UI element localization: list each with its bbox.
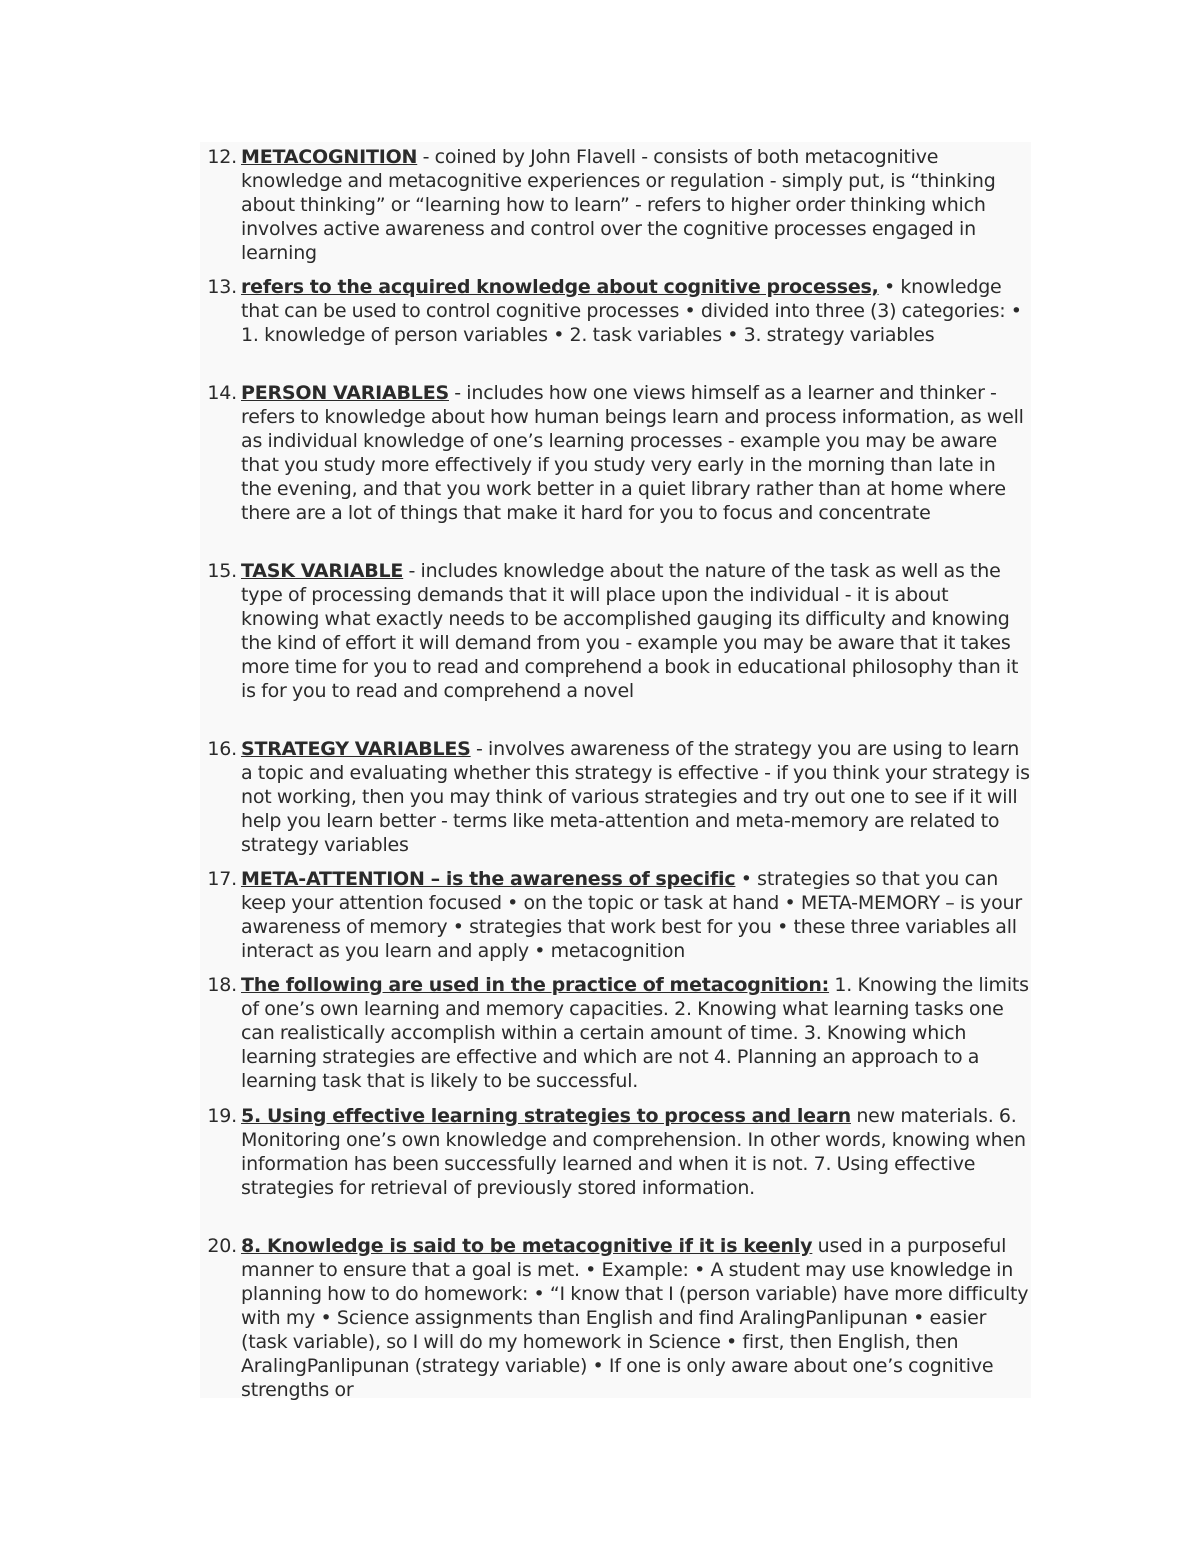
item-body: used in a purposeful manner to ensure that a goal is met. • Example: • A student may use knowledge in planning how to do homework: • “I know that I (person variable) have more difficulty with my • Science assignments than English and find AralingPanlipunan • easier (task variable), so I will do my homework in Science • first, then English, then AralingPanlipunan (strategy variable) • If one is only aware about one’s cognitive strengths or	[241, 1235, 1029, 1401]
list-item-16	[200, 737, 1031, 857]
item-number: 18.	[207, 974, 237, 996]
item-term: The following are used in the practice of metacognition:	[241, 974, 830, 996]
item-term: refers to the acquired knowledge about cognitive processes,	[241, 276, 879, 298]
item-text	[241, 867, 1031, 963]
item-body: new materials. 6. Monitoring one’s own knowledge and comprehension. In other words, knowing when information has been successfully learned and when it is not. 7. Using effective strategies for retrieval of previously stored information.	[241, 1105, 1026, 1199]
item-number: 17.	[207, 868, 237, 890]
item-text	[241, 737, 1031, 857]
list-item-13	[200, 275, 1031, 347]
item-number: 16.	[207, 738, 237, 760]
list-item-14	[200, 381, 1031, 525]
item-term: STRATEGY VARIABLES	[241, 738, 471, 760]
list-item-17	[200, 867, 1031, 963]
item-text	[241, 1104, 1031, 1200]
item-text	[241, 381, 1031, 525]
item-term: 5. Using effective learning strategies to process and learn	[241, 1105, 851, 1127]
document-page	[200, 142, 1031, 1401]
item-number: 13.	[207, 276, 237, 298]
item-text	[241, 559, 1031, 703]
item-text	[241, 973, 1031, 1093]
item-number: 20.	[207, 1235, 237, 1257]
item-body: • strategies so that you can keep your attention focused • on the topic or task at hand • META-MEMORY – is your awareness of memory • strategies that work best for you • these three variables all interact as you learn and apply • metacognition	[241, 868, 1022, 962]
list-item-15	[200, 559, 1031, 703]
item-term: METACOGNITION	[241, 146, 418, 168]
item-body: 1. Knowing the limits of one’s own learning and memory capacities. 2. Knowing what learning tasks one can realistically accomplish within a certain amount of time. 3. Knowing which learning strategies are effective and which are not 4. Planning an approach to a learning task that is likely to be successful.	[241, 974, 1029, 1092]
list-item-18	[200, 973, 1031, 1093]
item-body: - includes how one views himself as a learner and thinker - refers to knowledge about how human beings learn and process information, as well as individual knowledge of one’s learning processes - example you may be aware that you study more effectively if you study very early in the morning than late in the evening, and that you work better in a quiet library rather than at home where there are a lot of things that make it hard for you to focus and concentrate	[241, 382, 1024, 524]
item-number: 15.	[207, 560, 237, 582]
item-text	[241, 275, 1031, 347]
item-term: 8. Knowledge is said to be metacognitive if it is keenly	[241, 1235, 813, 1257]
item-body: - involves awareness of the strategy you are using to learn a topic and evaluating whether this strategy is effective - if you think your strategy is not working, then you may think of various strategies and try out one to see if it will help you learn better - terms like meta-attention and meta-memory are related to strategy variables	[241, 738, 1030, 856]
item-body: - includes knowledge about the nature of the task as well as the type of processing demands that it will place upon the individual - it is about knowing what exactly needs to be accomplished gauging its difficulty and knowing the kind of effort it will demand from you - example you may be aware that it takes more time for you to read and comprehend a book in educational philosophy than it is for you to read and comprehend a novel	[241, 560, 1019, 702]
item-body: - coined by John Flavell - consists of both metacognitive knowledge and metacognitive experiences or regulation - simply put, is “thinking about thinking” or “learning how to learn” - refers to higher order thinking which involves active awareness and control over the cognitive processes engaged in learning	[241, 146, 996, 264]
item-body: • knowledge that can be used to control cognitive processes • divided into three (3) categories: • 1. knowledge of person variables • 2. task variables • 3. strategy variables	[241, 276, 1022, 346]
item-text	[241, 1234, 1031, 1402]
item-text	[241, 145, 1031, 265]
list-item-19	[200, 1104, 1031, 1200]
item-term: TASK VARIABLE	[241, 560, 404, 582]
item-number: 19.	[207, 1105, 237, 1127]
list-item-20	[200, 1234, 1031, 1402]
item-number: 14.	[207, 382, 237, 404]
item-term: META-ATTENTION – is the awareness of specific	[241, 868, 736, 890]
item-number: 12.	[207, 146, 237, 168]
item-term: PERSON VARIABLES	[241, 382, 449, 404]
list-item-12	[200, 145, 1031, 265]
